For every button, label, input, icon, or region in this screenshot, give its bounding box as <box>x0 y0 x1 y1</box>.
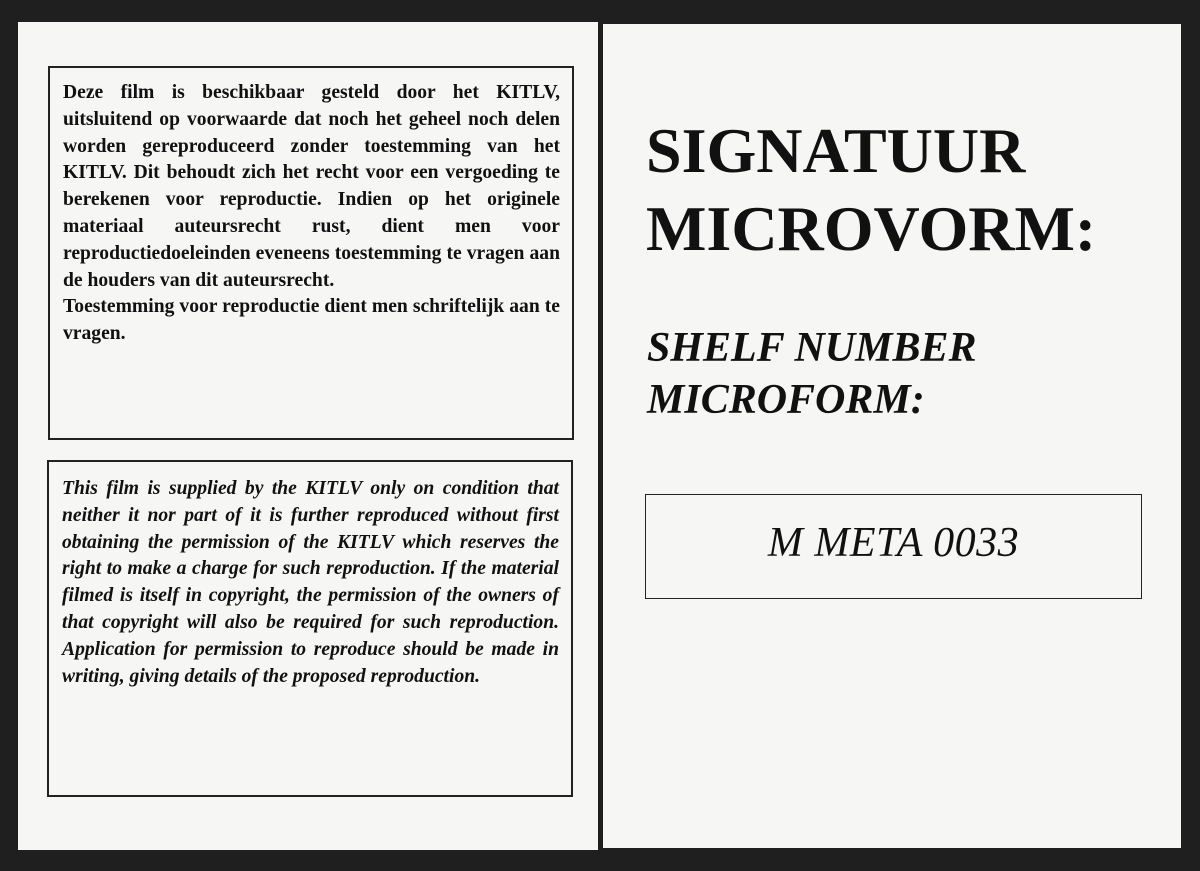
left-page <box>18 22 598 850</box>
right-page <box>603 24 1181 848</box>
subheading-line-2: MICROFORM: <box>647 377 925 423</box>
dutch-notice-paragraph-1: Deze film is beschikbaar gesteld door het KITLV, uitsluitend op voorwaarde dat noch het geheel noch delen worden gereproduceerd zonder toestemming van het KITLV. Dit behoudt zich het recht voor een vergoeding te berekenen voor reproductie. Indien op het originele materiaal auteursrecht rust, dient men voor reproductiedoeleinden eveneens toestemming te vragen aan de houders van dit auteursrecht. <box>63 82 560 291</box>
english-notice-paragraph: This film is supplied by the KITLV only on condition that neither it nor part of it is further reproduced without first obtaining the permission of the KITLV which reserves the right to make a charge for such reproduction. If the material filmed is itself in copyright, the permission of the owners of that copyright will also be required for such reproduction. Application for permission to reproduce should be made in writing, giving details of the proposed reproduction. <box>62 478 559 687</box>
shelf-number-heading <box>647 322 977 426</box>
heading-line-1: SIGNATUUR <box>646 115 1026 186</box>
shelf-number-box <box>645 494 1142 599</box>
shelf-number-value: M META 0033 <box>767 519 1020 566</box>
dutch-notice-box <box>48 66 574 440</box>
subheading-line-1: SHELF NUMBER <box>647 325 977 371</box>
english-notice-box <box>47 460 573 797</box>
dutch-notice-paragraph-2: Toestemming voor reproductie dient men schriftelijk aan te vragen. <box>63 296 560 345</box>
heading-line-2: MICROVORM: <box>646 193 1097 264</box>
signatuur-heading <box>646 112 1096 268</box>
